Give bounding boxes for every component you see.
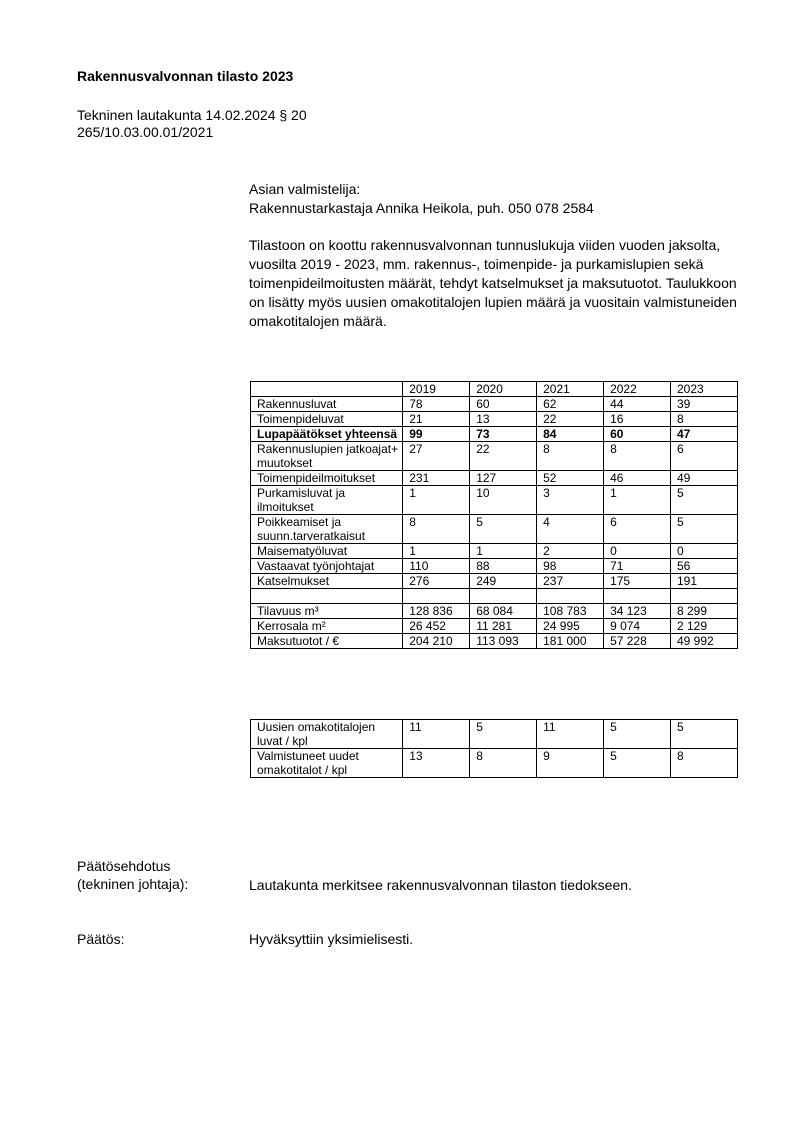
year-header-cell: 2021 [537, 382, 604, 397]
value-cell: 3 [537, 486, 604, 515]
value-cell: 128 836 [403, 604, 470, 619]
year-header-cell: 2022 [604, 382, 671, 397]
meeting-info [77, 107, 307, 141]
value-cell: 62 [537, 397, 604, 412]
value-cell: 8 [470, 749, 537, 778]
value-cell: 78 [403, 397, 470, 412]
value-cell: 1 [604, 486, 671, 515]
value-cell: 1 [403, 544, 470, 559]
row-label-cell: Rakennuslupien jatkoajat+ muutokset [251, 442, 403, 471]
value-cell: 8 299 [671, 604, 738, 619]
value-cell: 47 [671, 427, 738, 442]
table-row [251, 427, 738, 442]
table-row [251, 604, 738, 619]
value-cell: 52 [537, 471, 604, 486]
value-cell: 6 [604, 515, 671, 544]
value-cell: 110 [403, 559, 470, 574]
table-row [251, 749, 738, 778]
value-cell: 0 [671, 544, 738, 559]
value-cell: 5 [470, 515, 537, 544]
value-cell: 4 [537, 515, 604, 544]
header-corner-cell [251, 382, 403, 397]
row-label-cell: Purkamisluvat ja ilmoitukset [251, 486, 403, 515]
year-header-cell: 2020 [470, 382, 537, 397]
value-cell: 56 [671, 559, 738, 574]
row-label-cell: Toimenpideilmoitukset [251, 471, 403, 486]
value-cell: 9 074 [604, 619, 671, 634]
value-cell: 8 [671, 749, 738, 778]
value-cell: 5 [604, 720, 671, 749]
value-cell: 16 [604, 412, 671, 427]
decision-proposal-text: Lautakunta merkitsee rakennusvalvonnan tilaston tiedokseen. [249, 877, 632, 893]
value-cell: 1 [403, 486, 470, 515]
value-cell: 9 [537, 749, 604, 778]
year-header-cell: 2019 [403, 382, 470, 397]
meeting-line: Tekninen lautakunta 14.02.2024 § 20 [77, 107, 307, 123]
value-cell: 5 [470, 720, 537, 749]
value-cell: 231 [403, 471, 470, 486]
value-cell: 204 210 [403, 634, 470, 649]
value-cell: 0 [604, 544, 671, 559]
value-cell: 237 [537, 574, 604, 589]
preparer-name: Rakennustarkastaja Annika Heikola, puh. 050 078 2584 [249, 200, 594, 216]
value-cell: 5 [671, 515, 738, 544]
value-cell: 1 [470, 544, 537, 559]
value-cell: 8 [671, 412, 738, 427]
preparer-label: Asian valmistelija: [249, 181, 361, 197]
table-row [251, 544, 738, 559]
row-label-cell: Toimenpideluvat [251, 412, 403, 427]
table-row [251, 471, 738, 486]
value-cell: 108 783 [537, 604, 604, 619]
row-label-cell: Katselmukset [251, 574, 403, 589]
reference-number: 265/10.03.00.01/2021 [77, 124, 214, 140]
value-cell: 10 [470, 486, 537, 515]
value-cell [537, 589, 604, 604]
decision-proposal-label [77, 857, 188, 893]
value-cell: 6 [671, 442, 738, 471]
value-cell: 22 [537, 412, 604, 427]
value-cell: 11 [537, 720, 604, 749]
value-cell: 44 [604, 397, 671, 412]
value-cell: 21 [403, 412, 470, 427]
table-row [251, 619, 738, 634]
table-row [251, 589, 738, 604]
table-row [251, 412, 738, 427]
value-cell: 46 [604, 471, 671, 486]
value-cell: 13 [470, 412, 537, 427]
year-header-row [251, 382, 738, 397]
decision-label: Päätös: [77, 931, 125, 947]
detached-houses-table [250, 719, 738, 778]
value-cell: 99 [403, 427, 470, 442]
value-cell: 49 992 [671, 634, 738, 649]
value-cell: 22 [470, 442, 537, 471]
row-label-cell: Uusien omakotitalojen luvat / kpl [251, 720, 403, 749]
value-cell: 24 995 [537, 619, 604, 634]
value-cell: 2 129 [671, 619, 738, 634]
value-cell: 8 [604, 442, 671, 471]
value-cell: 127 [470, 471, 537, 486]
value-cell: 11 [403, 720, 470, 749]
row-label-cell: Kerrosala m² [251, 619, 403, 634]
value-cell [470, 589, 537, 604]
table-row [251, 574, 738, 589]
table-row [251, 634, 738, 649]
row-label-cell [251, 589, 403, 604]
description-paragraph: Tilastoon on koottu rakennusvalvonnan tunnuslukuja viiden vuoden jaksolta, vuosilta 2019 - 2023, mm. rakennus-, toimenpide- ja purkamislupien sekä toimenpideilmoitusten määrät, tehdyt katselmukset ja maksutuotot. Taulukkoon on lisätty myös uusien omakotitalojen lupien määrä ja vuositain valmistuneiden omakotitalojen määrä. [249, 237, 737, 329]
value-cell: 27 [403, 442, 470, 471]
table-row [251, 559, 738, 574]
value-cell: 98 [537, 559, 604, 574]
row-label-cell: Tilavuus m³ [251, 604, 403, 619]
value-cell: 34 123 [604, 604, 671, 619]
value-cell: 68 084 [470, 604, 537, 619]
value-cell: 5 [671, 720, 738, 749]
value-cell: 276 [403, 574, 470, 589]
value-cell: 26 452 [403, 619, 470, 634]
value-cell: 11 281 [470, 619, 537, 634]
table-row [251, 486, 738, 515]
row-label-cell: Lupapäätökset yhteensä [251, 427, 403, 442]
value-cell: 5 [671, 486, 738, 515]
value-cell: 191 [671, 574, 738, 589]
row-label-cell: Rakennusluvat [251, 397, 403, 412]
value-cell [403, 589, 470, 604]
value-cell: 8 [403, 515, 470, 544]
document-title: Rakennusvalvonnan tilasto 2023 [77, 68, 294, 84]
value-cell: 39 [671, 397, 738, 412]
value-cell: 57 228 [604, 634, 671, 649]
value-cell: 5 [604, 749, 671, 778]
decision-proposal-label-line2: (tekninen johtaja): [77, 876, 189, 892]
row-label-cell: Poikkeamiset ja suunn.tarveratkaisut [251, 515, 403, 544]
value-cell: 2 [537, 544, 604, 559]
decision-proposal-label-line1: Päätösehdotus [77, 858, 171, 874]
value-cell: 8 [537, 442, 604, 471]
year-header-cell: 2023 [671, 382, 738, 397]
value-cell: 71 [604, 559, 671, 574]
row-label-cell: Valmistuneet uudet omakotitalot / kpl [251, 749, 403, 778]
value-cell [671, 589, 738, 604]
value-cell: 175 [604, 574, 671, 589]
value-cell: 181 000 [537, 634, 604, 649]
statistics-table [250, 381, 738, 649]
row-label-cell: Maksutuotot / € [251, 634, 403, 649]
table-row [251, 720, 738, 749]
row-label-cell: Vastaavat työnjohtajat [251, 559, 403, 574]
table-row [251, 442, 738, 471]
value-cell: 49 [671, 471, 738, 486]
value-cell [604, 589, 671, 604]
value-cell: 113 093 [470, 634, 537, 649]
value-cell: 249 [470, 574, 537, 589]
value-cell: 60 [604, 427, 671, 442]
preparer-block [249, 180, 594, 218]
table-row [251, 515, 738, 544]
value-cell: 88 [470, 559, 537, 574]
value-cell: 60 [470, 397, 537, 412]
value-cell: 73 [470, 427, 537, 442]
row-label-cell: Maisematyöluvat [251, 544, 403, 559]
value-cell: 84 [537, 427, 604, 442]
table-row [251, 397, 738, 412]
value-cell: 13 [403, 749, 470, 778]
decision-text: Hyväksyttiin yksimielisesti. [249, 931, 414, 947]
